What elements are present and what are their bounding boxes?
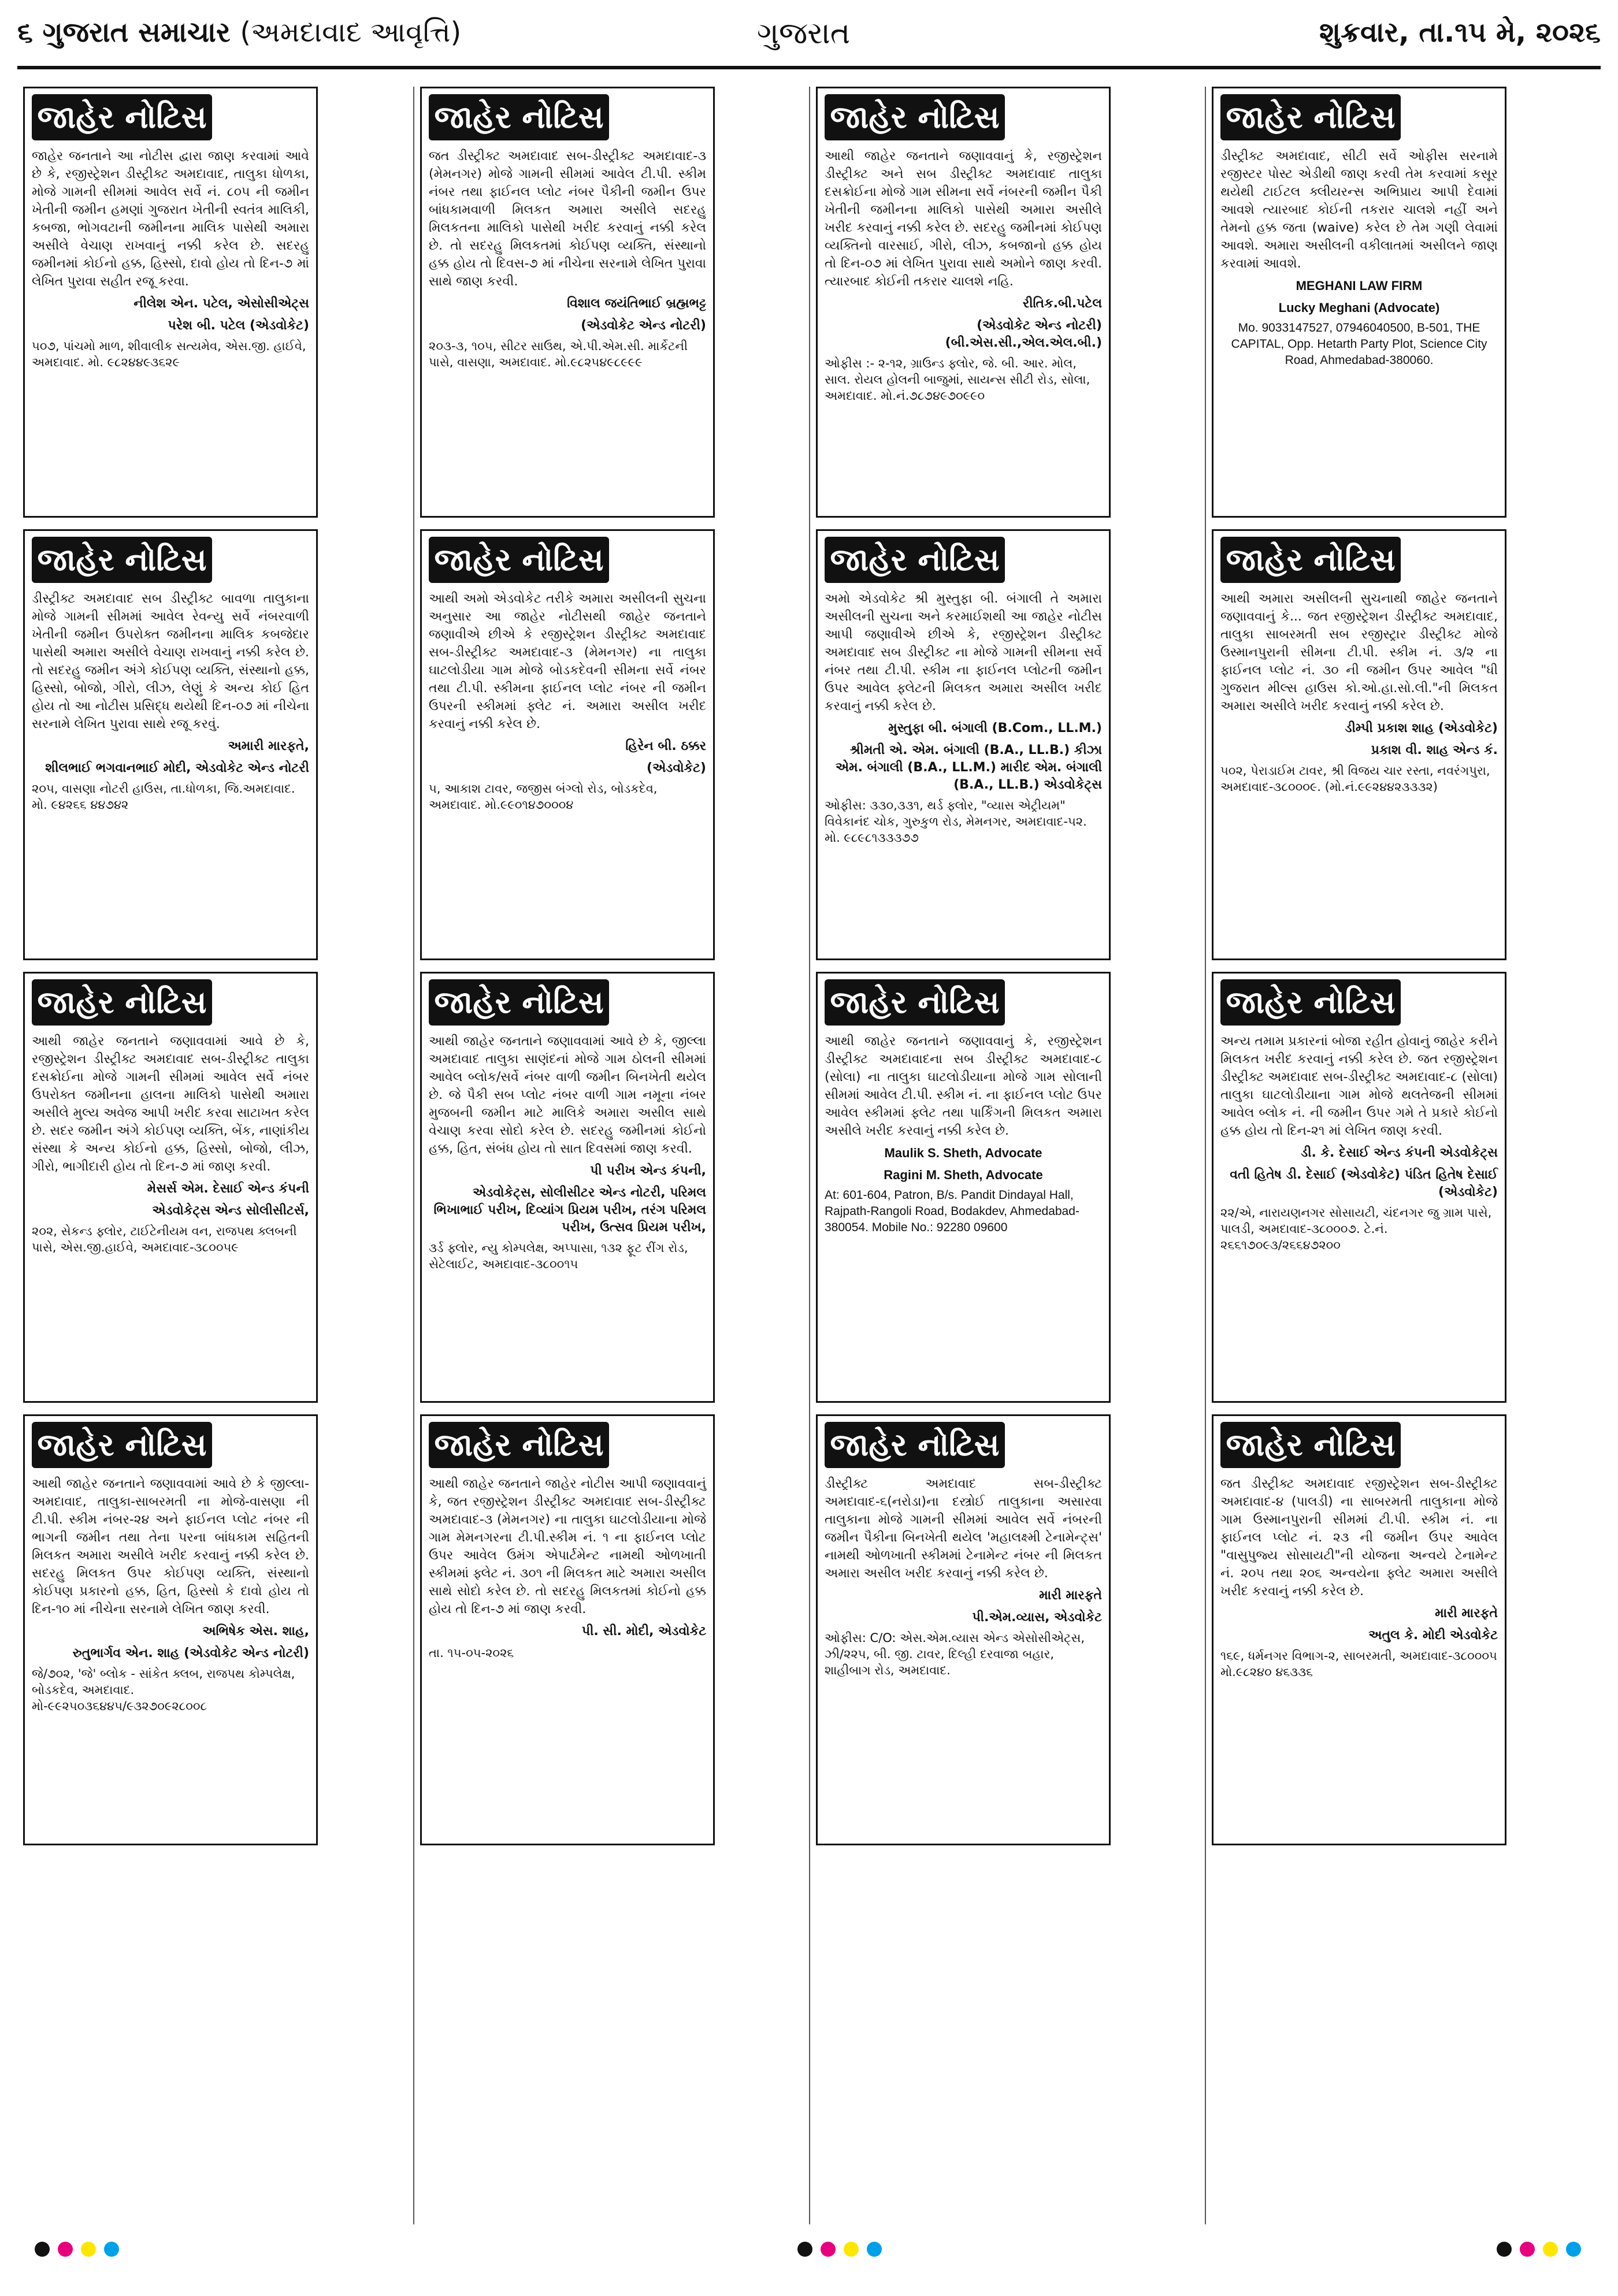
notice-signer: મુસ્તુફા બી. બંગાલી (B.Com., LL.M.) bbox=[888, 721, 1102, 735]
page-number: ૬ bbox=[17, 16, 33, 49]
notice-address: ૨૨/એ, નારાયણનગર સોસાયટી, ચંદનગર જુ ગ્રામ પાસે, પાલડી, અમદાવાદ-૩૮૦૦૦૭. ટે.નં. ૨૬૬૧૭૦૯૩/૨૬૬૪૭૨૦૦ bbox=[1220, 1206, 1492, 1252]
notice-signer: પી પરીખ એન્ડ કંપની, bbox=[590, 1164, 706, 1178]
notice-signer-2: Lucky Meghani (Advocate) bbox=[1278, 300, 1440, 315]
notice-signer-2: અતુલ કે. મોદી એડવોકેટ bbox=[1368, 1628, 1498, 1643]
notice-address: At: 601-604, Patron, B/s. Pandit Dindayal Hall, Rajpath-Rangoli Road, Bodakdev, Ahmedabad-380054. Mobile No.: 92280 09600 bbox=[825, 1188, 1079, 1234]
registration-dot bbox=[58, 2242, 73, 2257]
notice-heading: જાહેર નોટિસ bbox=[429, 537, 609, 583]
notice-box bbox=[816, 1414, 1111, 1845]
notice-signer: અમારી મારફતે, bbox=[228, 739, 309, 753]
notice-signer-2: પી.એમ.વ્યાસ, એડવોકેટ bbox=[972, 1610, 1102, 1625]
notice-address: ૧૬૯, ધર્મનગર વિભાગ-૨, સાબરમતી, અમદાવાદ-૩૮૦૦૦૫ મો.૯૮૨૪૦ ૪૬૩૩૬ bbox=[1220, 1649, 1497, 1679]
print-registration-marks bbox=[35, 2242, 1583, 2265]
notice-signer: ડી. કે. દેસાઈ એન્ડ કંપની એડવોકેટ્સ bbox=[1301, 1146, 1498, 1160]
notice-signer-2: પ્રકાશ વી. શાહ એન્ડ કં. bbox=[1371, 743, 1498, 757]
notice-box bbox=[23, 529, 318, 960]
notice-box bbox=[420, 1414, 715, 1845]
masthead bbox=[17, 10, 1601, 74]
notice-address: ૨૦૫, વાસણા નોટરી હાઉસ, તા.ધોળકા, જિ.અમદાવાદ. મો. ૯૪૨૬૬ ૪૪૭૪૨ bbox=[32, 782, 295, 812]
notice-signer: નીલેશ એન. પટેલ, એસોસીએટ્સ bbox=[133, 296, 309, 311]
notice-address: ઓફીસ :- ૨-૧૨, ગ્રાઉન્ડ ફ્લોર, જે. બી. આર. મોલ, સાલ. રોયલ હોલની બાજુમાં, સાયન્સ સીટી રોડ, સોલા, અમદાવાદ. મો.નં.૭૮૭૪૯૭૦૯૯૦ bbox=[825, 356, 1090, 403]
notice-signer: રીતિક.બી.પટેલ bbox=[1022, 296, 1102, 311]
notice-signer: હિરેન બી. ઠક્કર bbox=[625, 739, 706, 753]
notice-body: આથી જાહેર જનતાને જણાવવામાં આવે છે કે, રજીસ્ટ્રેશન ડીસ્ટ્રીક્ટ અમદાવાદ સબ-ડીસ્ટ્રીક્ટ તાલુકા દસક્રોઈના મોજે ગામની સીમમાં આવેલ સર્વે નંબર ઉપરોક્ત જમીનના હાલના માલિકો પાસેથી અમારા અસીલે મુલ્ય અવેજ આપી ખરીદ કરવા સાટાખત કરેલ છે. સદર જમીન અંગે કોઈપણ વ્યક્તિ, બેંક, નાણાંકીય સંસ્થા કે અન્ય કોઈનો હક્ક, હિસ્સો, બોજો, લીઝ, ગીરો, ભાગીદારી હોય તો દિન-૭ માં જાણ કરવી. bbox=[32, 1034, 309, 1174]
notice-heading: જાહેર નોટિસ bbox=[1220, 979, 1401, 1026]
registration-dot bbox=[1497, 2242, 1512, 2257]
notice-body: આથી જાહેર જનતાને જણાવવાનું કે, રજીસ્ટ્રેશન ડીસ્ટ્રીક્ટ અને સબ ડીસ્ટ્રીક્ટ અમદાવાદ તાલુકા દસક્રોઈના મોજે ગામ સીમના સર્વે નંબરની જમીન પૈકી ખેતીની જમીનના માલિકો પાસેથી અમારા અસીલે ખરીદ કરવાનું નક્કી કરેલ છે. સદરહુ જમીનમાં કોઈપણ વ્યક્તિનો વારસાઈ, ગીરો, લીઝ, કબજાનો હક્ક હોય તો દિન-૦૭ માં લેખિત પુરાવા સાથે અમોને જાણ કરવી. ત્યારબાદ કોઈની તકરાર ચાલશે નહિ. bbox=[825, 149, 1102, 289]
notice-heading: જાહેર નોટિસ bbox=[825, 979, 1005, 1026]
notice-body: જત ડીસ્ટ્રીક્ટ અમદાવાદ રજીસ્ટ્રેશન સબ-ડીસ્ટ્રીક્ટ અમદાવાદ-૪ (પાલડી) ના સાબરમતી તાલુકાના મોજે ગામ ઉસ્માનપુરાની સીમમાં ટી.પી. સ્કીમ નં. ના ફાઈનલ પ્લોટ નં. ૨૩ ની જમીન ઉપર આવેલ "વાસુપુજ્ય સોસાયટી"ની યોજના અન્વયે ટેનામેન્ટ નં. ૨૦૫ તથા ૨૦૬ અન્વયેના ફ્લેટ અમારા અસીલે ખરીદ કરવાનું નક્કી કરેલ છે. bbox=[1220, 1477, 1498, 1599]
registration-dot bbox=[821, 2242, 836, 2257]
notice-heading: જાહેર નોટિસ bbox=[32, 94, 212, 140]
notice-signer-2: પરેશ બી. પટેલ (એડવોકેટ) bbox=[168, 318, 309, 333]
notice-signer-2: શ્રીમતી એ. એમ. બંગાલી (B.A., LL.B.) કીઝા એમ. બંગાલી (B.A., LL.M.) મારીદ એમ. બંગાલી (B.A., LL.B.) એડવોકેટ્સ bbox=[835, 743, 1102, 792]
notice-signer: મારી મારફતે bbox=[1435, 1606, 1498, 1621]
notice-heading: જાહેર નોટિસ bbox=[429, 94, 609, 140]
notice-box bbox=[420, 87, 715, 518]
notice-box bbox=[816, 972, 1111, 1403]
notice-heading: જાહેર નોટિસ bbox=[825, 1422, 1005, 1468]
notice-signer-2: એડવોકેટ્સ એન્ડ સોલીસીટર્સ, bbox=[152, 1203, 309, 1218]
notice-body: ડીસ્ટ્રીક્ટ અમદાવાદ, સીટી સર્વે ઓફીસ સરનામે રજીસ્ટર પોસ્ટ એડીથી જાણ કરવી તેમ કરવામાં કસૂર થયેથી ટાઈટલ ક્લીયરન્સ અભિપ્રાય આપી દેવામાં આવશે ત્યારબાદ કોઈની તકરાર ચાલશે નહીં અને તેમનો હક્ક જતા (waive) કરેલ છે તેમ ગણી લેવામાં આવશે. અમારા અસીલની વકીલાતમાં અસીલને જાણ કરવામાં આવશે. bbox=[1220, 149, 1498, 271]
notice-address: ઓફીસ: C/O: એસ.એમ.વ્યાસ એન્ડ એસોસીએટ્સ, ઝી/૨૨૫, બી. જી. ટાવર, દિલ્હી દરવાજા બહાર, શાહીબાગ રોડ, અમદાવાદ. bbox=[825, 1631, 1085, 1677]
notice-body: અમો એડવોકેટ શ્રી મુસ્તુફા બી. બંગાલી તે અમારા અસીલની સુચના અને કરમાઈશથી આ જાહેર નોટીસ આપી જણાવીએ છીએ કે, રજીસ્ટ્રેશન ડીસ્ટ્રીક્ટ અમદાવાદ સબ ડીસ્ટ્રીક્ટ ના મોજે ગામની સીમના સર્વે નંબર તથા ટી.પી. સ્કીમ ના ફાઈનલ પ્લોટની જમીન ઉપર આવેલ ફ્લેટની મિલકત અમારા અસીલ ખરીદ કરવાનું નક્કી કરેલ છે. bbox=[825, 592, 1102, 714]
notice-body: અન્ય તમામ પ્રકારનાં બોજા રહીત હોવાનું જાહેર કરીને મિલકત ખરીદ કરવાનું નક્કી કરેલ છે. જત રજીસ્ટ્રેશન ડીસ્ટ્રીક્ટ અમદાવાદ સબ-ડીસ્ટ્રીક્ટ અમદાવાદ-૮ (સોલા) તાલુકા ઘાટલોડીયાના ગામ મોજે થલતેજની સીમમાં આવેલ બ્લોક નં. ની જમીન ઉપર ગમે તે પ્રકારે કોઈનો હક્ક હોય તો દિન-૨૧ માં લેખિત જાણ કરવી. bbox=[1220, 1034, 1498, 1138]
notice-box bbox=[1212, 972, 1506, 1403]
notice-signer-2: એડવોકેટ્સ, સોલીસીટર એન્ડ નોટરી, પરિમલ ભિખાભાઈ પરીખ, દિવ્યાંગ પ્રિયમ પરીખ, તરંગ પરિમલ પરીખ, ઉત્સવ પ્રિયમ પરીખ, bbox=[433, 1186, 706, 1235]
notice-signer-2: વતી હિતેષ ડી. દેસાઈ (એડવોકેટ) પંડિત હિતેષ દેસાઈ (એડવોકેટ) bbox=[1230, 1168, 1498, 1199]
notice-address: ૨૦૨, સેકન્ડ ફ્લોર, ટાઈટેનીયમ વન, રાજપથ ક્લબની પાસે, એસ.જી.હાઈવે, અમદાવાદ-૩૮૦૦૫૯ bbox=[32, 1224, 297, 1254]
notice-body: ડીસ્ટ્રીક્ટ અમદાવાદ સબ-ડીસ્ટ્રીક્ટ અમદાવાદ-૬(નરોડા)ના દસ્ત્રોઈ તાલુકાના અસારવા તાલુકાના મોજે ગામની સીમમાં આવેલ સર્વે નંબરની જમીન પૈકીના બિનખેતી થયેલ 'મહાલક્ષ્મી ટેનામેન્ટ્સ' નામથી ઓળખાતી સ્કીમમાં ટેનામેન્ટ નંબર ની મિલકત અમારા અસીલ ખરીદ કરવાનું નક્કી કરેલ છે. bbox=[825, 1477, 1102, 1581]
notice-heading: જાહેર નોટિસ bbox=[429, 1422, 609, 1468]
issue-date: શુક્રવાર, તા.૧૫ મે, ૨૦૨૬ bbox=[1319, 16, 1601, 49]
notice-box bbox=[23, 1414, 318, 1845]
notice-body: આથી જાહેર જનતાને જણાવવામાં આવે છે કે, જીલ્લા અમદાવાદ તાલુકા સાણંદનાં મોજે ગામ ઠોલની સીમમાં આવેલ બ્લોક/સર્વે નંબર વાળી જમીન બિનખેતી થયેલ છે. જે પૈકી સબ પ્લોટ નંબર વાળી ગામ નમૂના નંબર મુજબની જમીન માટે માલિકે અમારા અસીલ સાથે વેચાણ કરવા સોદો કરેલ છે. સદરહુ જમીનમાં કોઈનો હક્ક, હિત, સંબંધ હોય તો સાત દિવસમાં જાણ કરવી. bbox=[429, 1034, 706, 1156]
notice-body: આથી અમો એડવોકેટ તરીકે અમારા અસીલની સુચના અનુસાર આ જાહેર નોટીસથી જાહેર જનતાને જણાવીએ છીએ કે રજીસ્ટ્રેશન ડીસ્ટ્રીક્ટ અમદાવાદ સબ-ડીસ્ટ્રીક્ટ અમદાવાદ-૩ (મેમનગર) ના તાલુકા ઘાટલોડીયા ગામ મોજે બોડકદેવની સીમના સર્વે નંબર તથા ટી.પી. સ્કીમના ફાઈનલ પ્લોટ નંબર ની જમીન ઉપરની સ્કીમમાં ફ્લેટ નં. અમારા અસીલ ખરીદ કરવાનું નક્કી કરેલ છે. bbox=[429, 592, 706, 731]
registration-dot bbox=[844, 2242, 859, 2257]
notice-signer: અભિષેક એસ. શાહ, bbox=[202, 1624, 309, 1639]
notice-heading: જાહેર નોટિસ bbox=[825, 94, 1005, 140]
notice-heading: જાહેર નોટિસ bbox=[1220, 1422, 1401, 1468]
notice-address: Mo. 9033147527, 07946040500, B-501, THE CAPITAL, Opp. Hetarth Party Plot, Science City Road, Ahmedabad-380060. bbox=[1231, 321, 1487, 367]
notice-address: તા. ૧૫-૦૫-૨૦૨૬ bbox=[429, 1646, 514, 1660]
masthead-left bbox=[17, 16, 461, 49]
section-title: ગુજરાત bbox=[757, 16, 851, 51]
notice-signer-2: રુતુભાર્ગવ એન. શાહ (એડવોકેટ એન્ડ નોટરી) bbox=[72, 1646, 309, 1660]
notice-signer-2: શીલભાઈ ભગવાનભાઈ મોદી, એડવોકેટ એન્ડ નોટરી bbox=[45, 761, 309, 775]
notice-heading: જાહેર નોટિસ bbox=[429, 979, 609, 1026]
notice-box bbox=[420, 972, 715, 1403]
notice-body: આથી અમારા અસીલની સુચનાથી જાહેર જનતાને જણાવવાનું કે... જત રજીસ્ટ્રેશન ડીસ્ટ્રીક્ટ અમદાવાદ, તાલુકા સાબરમતી સબ રજીસ્ટ્રાર ડીસ્ટ્રીક્ટ મોજે ઉસ્માનપુરાની સીમના ટી.પી. સ્કીમ નં. ૩/૨ ના ફાઈનલ પ્લોટ નં. ૩૦ ની જમીન ઉપર આવેલ "ધી ગુજરાત મીલ્સ હાઉસ કો.ઓ.હા.સો.લી."ની મિલકત અમારા અસીલે ખરીદ કરવાનું નક્કી કરેલ છે. bbox=[1220, 592, 1498, 714]
notice-signer: ડીમ્પી પ્રકાશ શાહ (એડવોકેટ) bbox=[1345, 721, 1498, 735]
notice-address: ૩ર્ડ ફ્લોર, ન્યુ કોમ્પલેક્ષ, અપ્પાસા, ૧૩૨ ફૂટ રીંગ રોડ, સેટેલાઈટ, અમદાવાદ-૩૮૦૦૧૫ bbox=[429, 1241, 688, 1271]
notice-box bbox=[1212, 529, 1506, 960]
notice-address: ૫, આકાશ ટાવર, જજીસ બંગ્લો રોડ, બોડકદેવ, અમદાવાદ. મો.૯૯૦૧૪૭૦૦૦૪ bbox=[429, 782, 658, 812]
notice-box bbox=[1212, 1414, 1506, 1845]
registration-dot bbox=[104, 2242, 119, 2257]
notice-heading: જાહેર નોટિસ bbox=[32, 979, 212, 1026]
notice-heading: જાહેર નોટિસ bbox=[32, 1422, 212, 1468]
notice-address: ૫૦૭, પાંચમો માળ, શીવાલીક સત્યમેવ, એસ.જી. હાઈવે, અમદાવાદ. મો. ૯૮૨૪૪૯૩૬૨૯ bbox=[32, 339, 306, 369]
registration-dot bbox=[81, 2242, 96, 2257]
notice-body: જત ડીસ્ટ્રીક્ટ અમદાવાદ સબ-ડીસ્ટ્રીક્ટ અમદાવાદ-૩ (મેમનગર) મોજે ગામની સીમમાં આવેલ ટી.પી. સ્કીમ નંબર તથા ફાઈનલ પ્લોટ નંબર પૈકીની જમીન ઉપર બાંધકામવાળી મિલકત અમારા અસીલે સદરહુ મિલકતના માલિકો પાસેથી ખરીદ કરવાનું નક્કી કરેલ છે. તો સદરહુ મિલકતમાં કોઈપણ વ્યક્તિ, સંસ્થાનો હક્ક હોય તો દિવસ-૭ માં નીચેના સરનામે લેખિત પુરાવા સાથે જાણ કરવી. bbox=[429, 149, 706, 289]
notice-heading: જાહેર નોટિસ bbox=[1220, 94, 1401, 140]
notice-address: ૨૦૩-૩, ૧૦૫, સીટર સાઉથ, એ.પી.એમ.સી. માર્કેટની પાસે, વાસણા, અમદાવાદ. મો.૯૮૨૫૪૯૮૯૯૯ bbox=[429, 339, 688, 369]
column-4 bbox=[1205, 87, 1512, 2224]
notice-box bbox=[816, 529, 1111, 960]
notice-heading: જાહેર નોટિસ bbox=[32, 537, 212, 583]
registration-dot bbox=[1520, 2242, 1535, 2257]
registration-dot bbox=[867, 2242, 882, 2257]
notice-body: આથી જાહેર જનતાને જણાવવામાં આવે છે કે જીલ્લા-અમદાવાદ, તાલુકા-સાબરમતી ના મોજે-વાસણા ની ટી.પી. સ્કીમ નંબર-૨૪ અને ફાઈનલ પ્લોટ નંબર ની ભાગની જમીન તથા તેના પરના બાંધકામ સહિતની મિલકત અમારા અસીલે ખરીદ કરવાનું નક્કી કરેલ છે. સદરહુ મિલકત ઉપર કોઈપણ વ્યક્તિ, સંસ્થાનો કોઈપણ પ્રકારનો હક્ક, હિત, હિસ્સો કે દાવો હોય તો દિન-૧૦ માં નીચેના સરનામે લેખિત જાણ કરવી. bbox=[32, 1477, 309, 1617]
registration-dot bbox=[1543, 2242, 1558, 2257]
notice-signer-2: (એડવોકેટ) bbox=[647, 761, 706, 775]
notice-body: જાહેર જનતાને આ નોટીસ દ્વારા જાણ કરવામાં આવે છે કે, રજીસ્ટ્રેશન ડીસ્ટ્રીક્ટ અમદાવાદ, તાલુકા ધોળકા, મોજે ગામની સીમમાં આવેલ સર્વે નં. ૮૦૫ ની જમીન ખેતીની જમીન હમણાં ગુજરાત ખેતીની સ્વતંત્ર માલિકી, કબજા, ભોગવટાની જમીનના માલિક પાસેથી અમારા અસીલે વેચાણ રાખવાનું નક્કી કરેલ છે. સદરહુ જમીનમાં કોઈનો હક્ક, હિસ્સો, દાવો હોય તો દિન-૭ માં લેખિત પુરાવા સહીત રજૂ કરવા. bbox=[32, 149, 309, 289]
notice-address: ઓફીસ: ૩૩૦,૩૩૧, થર્ડ ફ્લોર, "વ્યાસ એટ્રીયમ" વિવેકાનંદ ચોક, ગુરુકુળ રોડ, મેમનગર, અમદાવાદ-૫૨. મો. ૯૮૯૮૧૩૩૩૭૭ bbox=[825, 798, 1087, 845]
edition-label: (અમદાવાદ આવૃત્તિ) bbox=[240, 16, 462, 49]
registration-dot bbox=[35, 2242, 50, 2257]
registration-dot bbox=[1566, 2242, 1581, 2257]
notice-body: આથી જાહેર જનતાને જાહેર નોટીસ આપી જણાવવાનું કે, જત રજીસ્ટ્રેશન ડીસ્ટ્રીક્ટ અમદાવાદ સબ-ડીસ્ટ્રીક્ટ અમદાવાદ-૩ (મેમનગર) ના તાલુકા ઘાટલોડીયાના મોજે ગામ મેમનગરના ટી.પી.સ્કીમ નં. ૧ ના ફાઈનલ પ્લોટ ઉપર આવેલ ઉમંગ એપાર્ટમેન્ટ નામથી ઓળખાતી સ્કીમમાં ફ્લેટ નં. ૩૦૧ ની મિલકત માટે અમારા અસીલ સાથે સોદો કરેલ છે. તો સદરહુ મિલકતમાં કોઈનો હક્ક હોય તો દિન-૭ માં જાણ કરવી. bbox=[429, 1477, 706, 1617]
notice-box bbox=[23, 972, 318, 1403]
notice-signer: પી. સી. મોદી, એડવોકેટ bbox=[581, 1624, 706, 1639]
notice-signer-2: (એડવોકેટ એન્ડ નોટરી) (બી.એસ.સી.,એલ.એલ.બી.) bbox=[945, 318, 1102, 350]
notice-signer-2: (એડવોકેટ એન્ડ નોટરી) bbox=[581, 318, 706, 333]
column-3 bbox=[809, 87, 1116, 2224]
notice-signer: Maulik S. Sheth, Advocate bbox=[884, 1146, 1042, 1160]
notice-signer: મારી મારફતે bbox=[1039, 1588, 1102, 1603]
masthead-rule bbox=[17, 66, 1601, 69]
newspaper-name: ગુજરાત સમાચાર bbox=[42, 16, 231, 49]
column-2 bbox=[413, 87, 721, 2224]
notice-signer-2: Ragini M. Sheth, Advocate bbox=[884, 1168, 1043, 1182]
notice-signer: મેસર્સ એમ. દેસાઈ એન્ડ કંપની bbox=[147, 1182, 309, 1196]
notice-signer: વિશાલ જયંતિભાઈ બ્રહ્મભટ્ટ bbox=[567, 296, 706, 311]
notice-heading: જાહેર નોટિસ bbox=[825, 537, 1005, 583]
notice-box bbox=[23, 87, 318, 518]
registration-dot bbox=[797, 2242, 812, 2257]
notice-address: ૫૦૨, પેરાડાઈમ ટાવર, શ્રી વિજય ચાર રસ્તા, નવરંગપુરા, અમદાવાદ-૩૮૦૦૦૯. (મો.નં.૯૯૨૪૪૨૩૩૩૨) bbox=[1220, 764, 1490, 794]
notice-signer: MEGHANI LAW FIRM bbox=[1296, 278, 1423, 293]
notice-box bbox=[1212, 87, 1506, 518]
notice-body: આથી જાહેર જનતાને જણાવવાનું કે, રજીસ્ટ્રેશન ડીસ્ટ્રીક્ટ અમદાવાદના સબ ડીસ્ટ્રીક્ટ અમદાવાદ-૮ (સોલા) ના તાલુકા ઘાટલોડીયાના મોજે ગામ સોલાની સીમમાં આવેલ ટી.પી. સ્કીમ નં. ના ફાઈનલ પ્લોટ ઉપર આવેલ સ્કીમમાં ફ્લેટ તથા પાર્કિંગની મિલકત અમારા અસીલે ખરીદ કરવાનું નક્કી કરેલ છે. bbox=[825, 1034, 1102, 1138]
notice-box bbox=[420, 529, 715, 960]
notice-box bbox=[816, 87, 1111, 518]
column-1 bbox=[17, 87, 324, 2224]
notice-heading: જાહેર નોટિસ bbox=[1220, 537, 1401, 583]
notice-body: ડીસ્ટ્રીક્ટ અમદાવાદ સબ ડીસ્ટ્રીક્ટ બાવળા તાલુકાના મોજે ગામની સીમમાં આવેલ રેવન્યુ સર્વે નંબરવાળી ખેતીની જમીન ઉપરોક્ત જમીનના માલિક કબજેદાર પાસેથી અમારા અસીલે વેચાણ રાખવાનું નક્કી કરેલ છે. તો સદરહુ જમીન અંગે કોઈપણ વ્યક્તિ, સંસ્થાનો હક્ક, હિસ્સો, બોજો, ગીરો, લીઝ, લેણું કે અન્ય કોઈ હિત હોય તો આ નોટીસ પ્રસિદ્ધ થયેથી દિન-૦૭ માં નીચેના સરનામે લેખિત પુરાવા સાથે રજૂ કરવું. bbox=[32, 592, 309, 731]
notice-address: જે/૭૦૨, 'જે' બ્લોક - સાંકેત ક્લબ, રાજપથ કોમ્પલેક્ષ, બોડકદેવ, અમદાવાદ. મો-૯૯૨૫૦૩૬૪૪૫/૯૩૨૭૦૯૨૮૦૦૮ bbox=[32, 1667, 295, 1713]
